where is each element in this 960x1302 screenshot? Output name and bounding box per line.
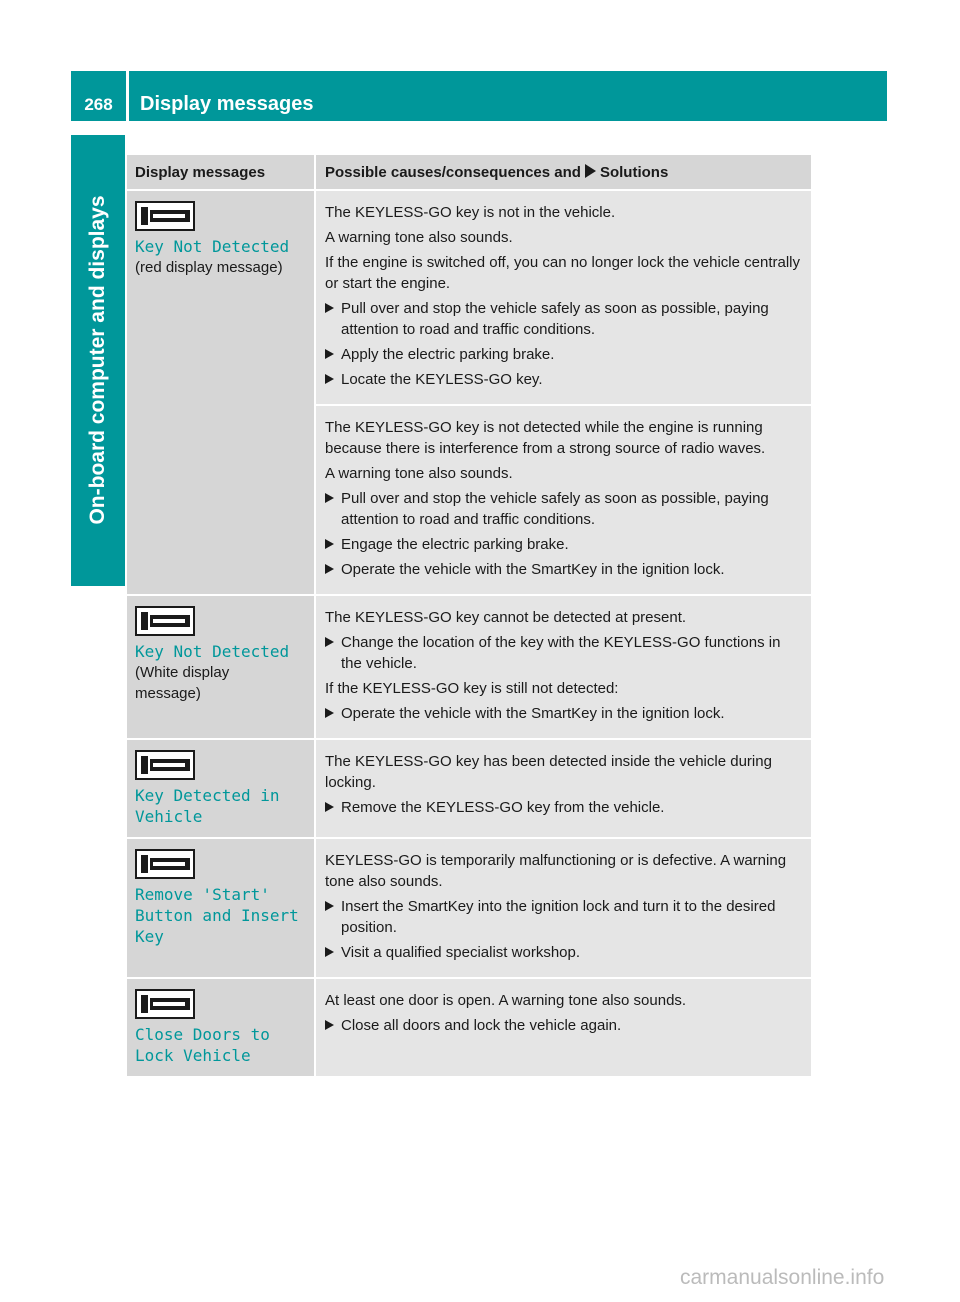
arrow-right-icon (325, 564, 334, 574)
key-icon (135, 989, 195, 1019)
description-text: The KEYLESS-GO key is not in the vehicle. (325, 204, 616, 221)
step-text: Close all doors and lock the vehicle again. (341, 1017, 622, 1034)
section-title: Display messages (140, 93, 314, 115)
arrow-right-icon (325, 947, 334, 957)
arrow-right-icon (325, 374, 334, 384)
solution-column (316, 191, 811, 594)
table-row (127, 189, 811, 594)
step-text: Remove the KEYLESS-GO key from the vehicle. (341, 799, 665, 816)
solution-cell (316, 191, 811, 404)
instruction-step (325, 896, 805, 938)
description-text: KEYLESS-GO is temporarily malfunctioning or is defective. A warning tone also sounds. (325, 852, 787, 890)
column-header-solutions-post: Solutions (599, 164, 669, 181)
step-text: Pull over and stop the vehicle safely as soon as possible, paying attention to road and traffic conditions. (341, 490, 769, 528)
chapter-side-tab (71, 135, 125, 586)
step-text: Pull over and stop the vehicle safely as soon as possible, paying attention to road and traffic conditions. (341, 300, 769, 338)
instruction-step (325, 559, 805, 580)
display-message-text: Close Doors to Lock Vehicle (135, 1025, 270, 1065)
arrow-right-icon (325, 708, 334, 718)
instruction-step (325, 344, 805, 365)
key-icon (135, 606, 195, 636)
solution-cell (316, 979, 811, 1076)
display-message-text: Key Not Detected (135, 237, 290, 256)
instruction-step (325, 797, 805, 818)
step-text: Engage the electric parking brake. (341, 536, 569, 553)
arrow-right-icon (325, 303, 334, 313)
column-header-messages: Display messages (135, 164, 266, 181)
column-header-solutions (316, 155, 811, 189)
description-text: The KEYLESS-GO key is not detected while the engine is running because there is interference from a strong source of radio waves. (325, 419, 766, 457)
display-messages-table (127, 155, 811, 1076)
instruction-step (325, 488, 805, 530)
description-text: If the KEYLESS-GO key is still not detected: (325, 680, 619, 697)
message-note: (White display message) (135, 664, 230, 702)
table-body (127, 189, 811, 1076)
instruction-step (325, 1015, 805, 1036)
description-text: The KEYLESS-GO key cannot be detected at present. (325, 609, 687, 626)
arrow-right-icon (585, 164, 596, 178)
page-header (71, 71, 887, 121)
page-number: 268 (84, 95, 113, 114)
chapter-label: On-board computer and displays (86, 195, 109, 525)
solution-cell (316, 740, 811, 837)
display-message-text: Key Not Detected (135, 642, 290, 661)
solution-cell (316, 596, 811, 738)
message-cell (127, 596, 314, 738)
description-text: At least one door is open. A warning tone also sounds. (325, 992, 687, 1009)
arrow-right-icon (325, 349, 334, 359)
arrow-right-icon (325, 637, 334, 647)
step-text: Locate the KEYLESS-GO key. (341, 371, 543, 388)
arrow-right-icon (325, 901, 334, 911)
message-cell (127, 191, 314, 594)
arrow-right-icon (325, 493, 334, 503)
solution-cell (316, 404, 811, 594)
description-text: A warning tone also sounds. (325, 229, 513, 246)
step-text: Apply the electric parking brake. (341, 346, 555, 363)
watermark: carmanualsonline.info (680, 1266, 885, 1289)
instruction-step (325, 298, 805, 340)
key-icon (135, 750, 195, 780)
description-text: The KEYLESS-GO key has been detected inside the vehicle during locking. (325, 753, 772, 791)
step-text: Visit a qualified specialist workshop. (341, 944, 581, 961)
table-row (127, 738, 811, 837)
table-header-row (127, 155, 811, 189)
arrow-right-icon (325, 539, 334, 549)
message-note: (red display message) (135, 259, 283, 276)
column-header-solutions-pre: Possible causes/consequences and (325, 164, 581, 181)
description-text: If the engine is switched off, you can no longer lock the vehicle centrally or start the engine. (325, 254, 800, 292)
key-icon (135, 849, 195, 879)
instruction-step (325, 369, 805, 390)
solution-column (316, 740, 811, 837)
instruction-step (325, 942, 805, 963)
instruction-step (325, 703, 805, 724)
message-cell (127, 979, 314, 1076)
table-row (127, 594, 811, 738)
display-message-text: Key Detected in Vehicle (135, 786, 280, 826)
solution-column (316, 839, 811, 977)
display-message-text: Remove 'Start' Button and Insert Key (135, 885, 299, 946)
table-row (127, 837, 811, 977)
description-text: A warning tone also sounds. (325, 465, 513, 482)
instruction-step (325, 632, 805, 674)
table-row (127, 977, 811, 1076)
instruction-step (325, 534, 805, 555)
header-divider (126, 71, 129, 121)
message-cell (127, 839, 314, 977)
solution-column (316, 596, 811, 738)
step-text: Operate the vehicle with the SmartKey in the ignition lock. (341, 705, 725, 722)
key-icon (135, 201, 195, 231)
arrow-right-icon (325, 1020, 334, 1030)
message-cell (127, 740, 314, 837)
solution-cell (316, 839, 811, 977)
arrow-right-icon (325, 802, 334, 812)
step-text: Insert the SmartKey into the ignition lock and turn it to the desired position. (341, 898, 776, 936)
step-text: Change the location of the key with the KEYLESS-GO functions in the vehicle. (341, 634, 781, 672)
solution-column (316, 979, 811, 1076)
step-text: Operate the vehicle with the SmartKey in the ignition lock. (341, 561, 725, 578)
